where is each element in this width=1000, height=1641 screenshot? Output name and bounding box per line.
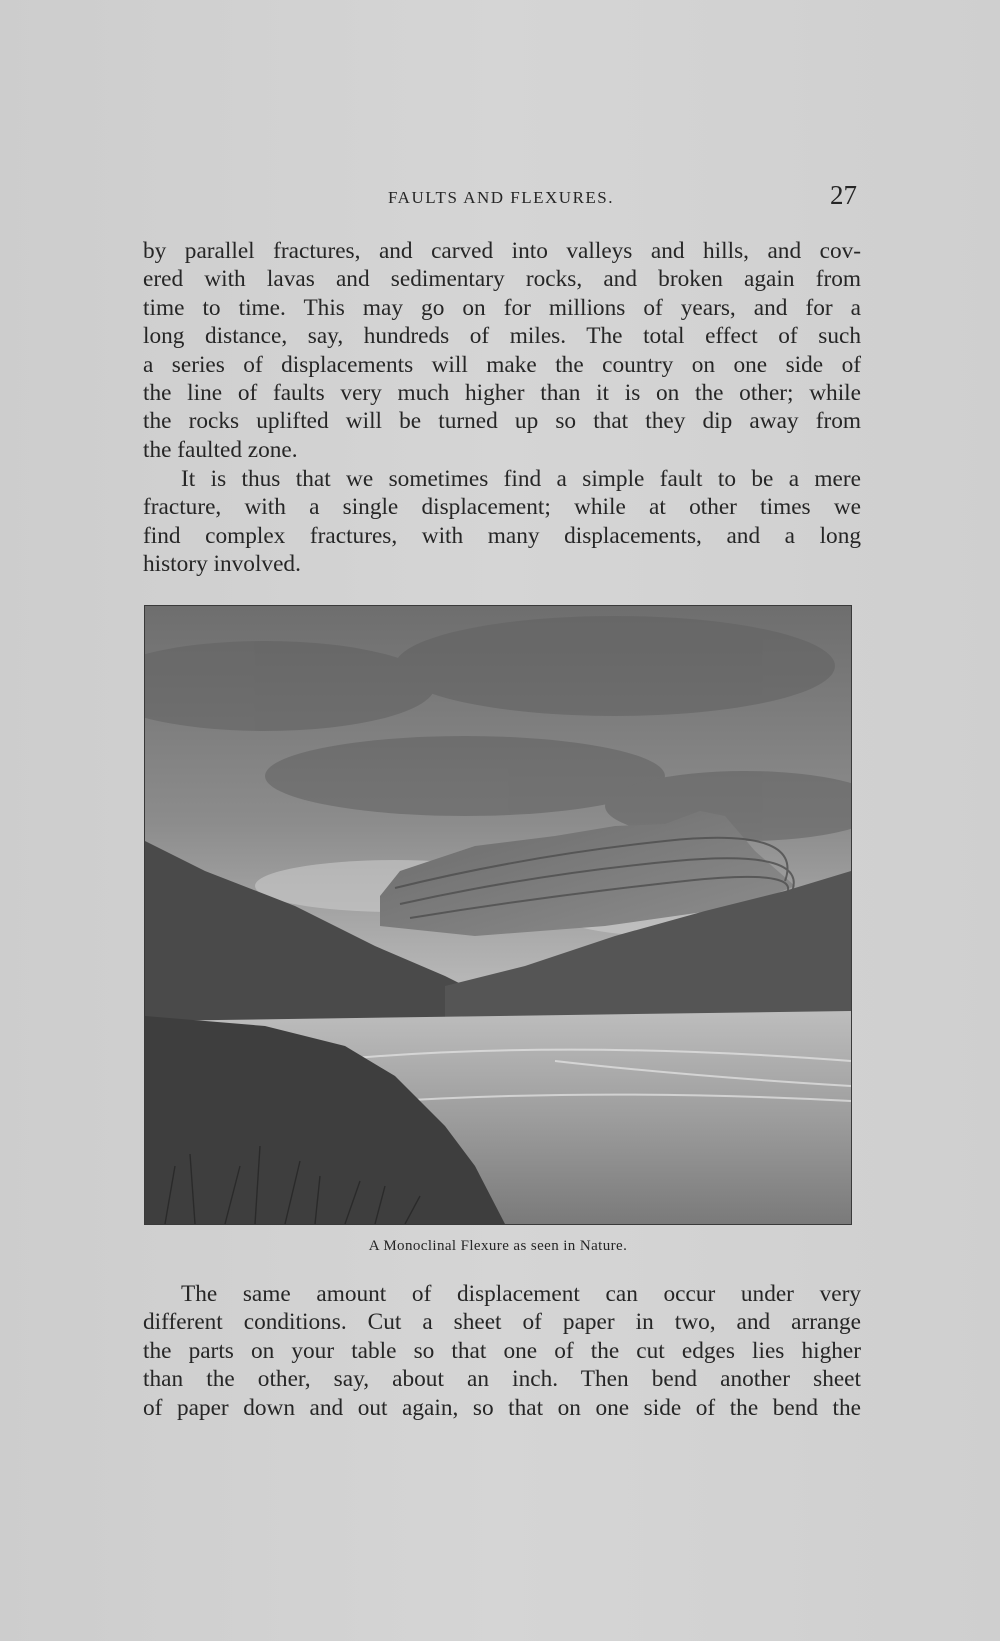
text-line: different conditions. Cut a sheet of paper in two, and arrange <box>143 1309 861 1336</box>
figure-caption: A Monoclinal Flexure as seen in Nature. <box>368 1238 628 1254</box>
text-line: by parallel fractures, and carved into valleys and hills, and cov- <box>143 238 861 264</box>
monoclinal-flexure-engraving <box>145 606 851 1224</box>
paragraph-2 <box>143 465 861 579</box>
paragraph-3 <box>143 1280 861 1422</box>
page-header <box>145 180 857 216</box>
text-line: the rocks uplifted will be turned up so that they dip away from <box>143 408 861 435</box>
text-line: a series of displacements will make the country on one side of <box>143 351 861 378</box>
text-line: long distance, say, hundreds of miles. The total effect of such <box>143 323 861 350</box>
text-line: history involved. <box>143 551 301 578</box>
text-line: of paper down and out again, so that on one side of the bend the <box>143 1394 861 1421</box>
text-line: the faulted zone. <box>143 436 298 463</box>
text-line: It is thus that we sometimes find a simple fault to be a mere <box>181 466 861 492</box>
text-line: The same amount of displacement can occur under very <box>181 1281 861 1307</box>
text-line: the line of faults very much higher than it is on the other; while <box>143 380 861 407</box>
text-line: time to time. This may go on for millions of years, and for a <box>143 294 861 321</box>
running-head: FAULTS AND FLEXURES. <box>387 188 614 207</box>
text-line: than the other, say, about an inch. Then bend another sheet <box>143 1366 861 1393</box>
text-line: ered with lavas and sedimentary rocks, and broken again from <box>143 266 861 293</box>
page-number: 27 <box>830 180 857 210</box>
landscape-illustration <box>144 605 852 1225</box>
text-line: fracture, with a single displacement; while at other times we <box>143 494 861 521</box>
paragraph-1 <box>143 237 861 464</box>
text-line: the parts on your table so that one of the cut edges lies higher <box>143 1337 861 1364</box>
text-line: find complex fractures, with many displacements, and a long <box>143 522 861 549</box>
